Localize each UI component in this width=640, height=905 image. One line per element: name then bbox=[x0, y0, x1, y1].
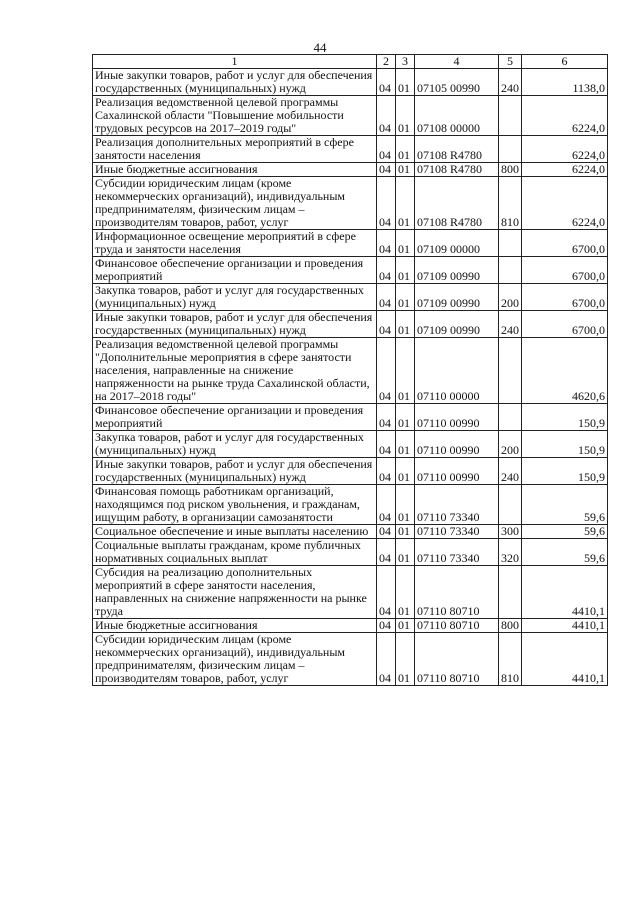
row-section-cell: 04 bbox=[377, 404, 396, 431]
row-target-article-cell: 07110 73340 bbox=[415, 485, 499, 525]
row-expense-type-cell: 200 bbox=[499, 431, 522, 458]
row-section-cell: 04 bbox=[377, 619, 396, 633]
table-body bbox=[93, 69, 608, 686]
row-target-article-cell: 07110 80710 bbox=[415, 566, 499, 619]
row-subsection-cell: 01 bbox=[396, 633, 415, 686]
header-col-1: 1 bbox=[93, 55, 377, 69]
row-section-cell: 04 bbox=[377, 458, 396, 485]
row-section-cell: 04 bbox=[377, 230, 396, 257]
row-section-cell: 04 bbox=[377, 284, 396, 311]
header-col-3: 3 bbox=[396, 55, 415, 69]
table-row bbox=[93, 257, 608, 284]
row-expense-type-cell: 240 bbox=[499, 311, 522, 338]
row-expense-type-cell bbox=[499, 257, 522, 284]
row-subsection-cell: 01 bbox=[396, 539, 415, 566]
row-target-article-cell: 07109 00990 bbox=[415, 257, 499, 284]
row-section-cell: 04 bbox=[377, 96, 396, 136]
row-section-cell: 04 bbox=[377, 566, 396, 619]
row-subsection-cell: 01 bbox=[396, 458, 415, 485]
row-name-cell: Закупка товаров, работ и услуг для государственных (муниципальных) нужд bbox=[93, 284, 377, 311]
row-amount-cell: 59,6 bbox=[522, 485, 608, 525]
row-name-cell: Субсидии юридическим лицам (кроме некоммерческих организаций), индивидуальным предпринимателям, физическим лицам – производителям товаров, работ, услуг bbox=[93, 177, 377, 230]
header-col-2: 2 bbox=[377, 55, 396, 69]
row-name-cell: Иные закупки товаров, работ и услуг для обеспечения государственных (муниципальных) нужд bbox=[93, 458, 377, 485]
row-target-article-cell: 07105 00990 bbox=[415, 69, 499, 96]
row-target-article-cell: 07109 00000 bbox=[415, 230, 499, 257]
table-header bbox=[93, 55, 608, 69]
header-row bbox=[93, 55, 608, 69]
row-name-cell: Финансовое обеспечение организации и проведения мероприятий bbox=[93, 404, 377, 431]
header-col-5: 5 bbox=[499, 55, 522, 69]
table-row bbox=[93, 136, 608, 163]
row-section-cell: 04 bbox=[377, 525, 396, 539]
table-row bbox=[93, 619, 608, 633]
row-section-cell: 04 bbox=[377, 69, 396, 96]
table-row bbox=[93, 404, 608, 431]
row-name-cell: Иные закупки товаров, работ и услуг для обеспечения государственных (муниципальных) нужд bbox=[93, 69, 377, 96]
row-name-cell: Иные закупки товаров, работ и услуг для обеспечения государственных (муниципальных) нужд bbox=[93, 311, 377, 338]
row-name-cell: Субсидии юридическим лицам (кроме некоммерческих организаций), индивидуальным предпринимателям, физическим лицам – производителям товаров, работ, услуг bbox=[93, 633, 377, 686]
row-amount-cell: 6700,0 bbox=[522, 311, 608, 338]
row-target-article-cell: 07110 80710 bbox=[415, 619, 499, 633]
row-expense-type-cell bbox=[499, 566, 522, 619]
row-amount-cell: 6224,0 bbox=[522, 177, 608, 230]
row-section-cell: 04 bbox=[377, 257, 396, 284]
row-name-cell: Закупка товаров, работ и услуг для государственных (муниципальных) нужд bbox=[93, 431, 377, 458]
row-target-article-cell: 07110 00990 bbox=[415, 458, 499, 485]
row-subsection-cell: 01 bbox=[396, 338, 415, 404]
row-target-article-cell: 07110 80710 bbox=[415, 633, 499, 686]
row-amount-cell: 4410,1 bbox=[522, 633, 608, 686]
row-amount-cell: 6224,0 bbox=[522, 136, 608, 163]
row-name-cell: Социальные выплаты гражданам, кроме публичных нормативных социальных выплат bbox=[93, 539, 377, 566]
row-subsection-cell: 01 bbox=[396, 284, 415, 311]
row-target-article-cell: 07110 00000 bbox=[415, 338, 499, 404]
row-expense-type-cell bbox=[499, 136, 522, 163]
row-subsection-cell: 01 bbox=[396, 619, 415, 633]
row-amount-cell: 59,6 bbox=[522, 539, 608, 566]
row-section-cell: 04 bbox=[377, 633, 396, 686]
row-amount-cell: 150,9 bbox=[522, 458, 608, 485]
row-expense-type-cell: 800 bbox=[499, 619, 522, 633]
row-section-cell: 04 bbox=[377, 431, 396, 458]
row-expense-type-cell: 810 bbox=[499, 177, 522, 230]
row-expense-type-cell: 200 bbox=[499, 284, 522, 311]
row-section-cell: 04 bbox=[377, 311, 396, 338]
row-name-cell: Финансовая помощь работникам организаций, находящимся под риском увольнения, и гражданам, ищущим работу, в организации самозанятости bbox=[93, 485, 377, 525]
row-amount-cell: 6700,0 bbox=[522, 230, 608, 257]
row-amount-cell: 6224,0 bbox=[522, 96, 608, 136]
row-amount-cell: 150,9 bbox=[522, 431, 608, 458]
table-row bbox=[93, 177, 608, 230]
row-name-cell: Информационное освещение мероприятий в сфере труда и занятости населения bbox=[93, 230, 377, 257]
row-subsection-cell: 01 bbox=[396, 431, 415, 458]
table-row bbox=[93, 163, 608, 177]
header-col-6: 6 bbox=[522, 55, 608, 69]
row-name-cell: Реализация дополнительных мероприятий в сфере занятости населения bbox=[93, 136, 377, 163]
row-amount-cell: 1138,0 bbox=[522, 69, 608, 96]
row-subsection-cell: 01 bbox=[396, 163, 415, 177]
row-section-cell: 04 bbox=[377, 163, 396, 177]
row-subsection-cell: 01 bbox=[396, 525, 415, 539]
row-name-cell: Финансовое обеспечение организации и проведения мероприятий bbox=[93, 257, 377, 284]
row-subsection-cell: 01 bbox=[396, 404, 415, 431]
row-amount-cell: 150,9 bbox=[522, 404, 608, 431]
row-subsection-cell: 01 bbox=[396, 69, 415, 96]
row-amount-cell: 6224,0 bbox=[522, 163, 608, 177]
row-expense-type-cell bbox=[499, 485, 522, 525]
table-row bbox=[93, 431, 608, 458]
row-amount-cell: 4410,1 bbox=[522, 619, 608, 633]
row-section-cell: 04 bbox=[377, 485, 396, 525]
row-subsection-cell: 01 bbox=[396, 230, 415, 257]
row-target-article-cell: 07109 00990 bbox=[415, 311, 499, 338]
table-row bbox=[93, 525, 608, 539]
row-name-cell: Социальное обеспечение и иные выплаты населению bbox=[93, 525, 377, 539]
table-row bbox=[93, 566, 608, 619]
row-target-article-cell: 07109 00990 bbox=[415, 284, 499, 311]
page-number: 44 bbox=[313, 40, 327, 55]
row-expense-type-cell: 240 bbox=[499, 69, 522, 96]
row-expense-type-cell bbox=[499, 338, 522, 404]
row-expense-type-cell: 320 bbox=[499, 539, 522, 566]
row-name-cell: Реализация ведомственной целевой программы Сахалинской области "Повышение мобильности трудовых ресурсов на 2017–2019 годы" bbox=[93, 96, 377, 136]
row-target-article-cell: 07110 00990 bbox=[415, 404, 499, 431]
table-row bbox=[93, 539, 608, 566]
table-row bbox=[93, 311, 608, 338]
table-row bbox=[93, 230, 608, 257]
budget-table bbox=[92, 54, 608, 686]
row-expense-type-cell: 800 bbox=[499, 163, 522, 177]
row-subsection-cell: 01 bbox=[396, 177, 415, 230]
row-target-article-cell: 07108 R4780 bbox=[415, 177, 499, 230]
row-section-cell: 04 bbox=[377, 338, 396, 404]
row-subsection-cell: 01 bbox=[396, 96, 415, 136]
row-expense-type-cell: 300 bbox=[499, 525, 522, 539]
row-section-cell: 04 bbox=[377, 539, 396, 566]
row-expense-type-cell bbox=[499, 230, 522, 257]
row-target-article-cell: 07108 R4780 bbox=[415, 136, 499, 163]
row-target-article-cell: 07110 00990 bbox=[415, 431, 499, 458]
row-name-cell: Субсидия на реализацию дополнительных мероприятий в сфере занятости населения, направленных на снижение напряженности на рынке труда bbox=[93, 566, 377, 619]
row-target-article-cell: 07110 73340 bbox=[415, 525, 499, 539]
row-subsection-cell: 01 bbox=[396, 566, 415, 619]
row-amount-cell: 4620,6 bbox=[522, 338, 608, 404]
row-section-cell: 04 bbox=[377, 177, 396, 230]
row-name-cell: Реализация ведомственной целевой программы "Дополнительные мероприятия в сфере занятости населения, направленные на снижение напряженности на рынке труда Сахалинской области, на 2017–2018 годы" bbox=[93, 338, 377, 404]
row-target-article-cell: 07110 73340 bbox=[415, 539, 499, 566]
table-row bbox=[93, 485, 608, 525]
row-target-article-cell: 07108 00000 bbox=[415, 96, 499, 136]
row-target-article-cell: 07108 R4780 bbox=[415, 163, 499, 177]
row-subsection-cell: 01 bbox=[396, 136, 415, 163]
row-amount-cell: 6700,0 bbox=[522, 257, 608, 284]
table-row bbox=[93, 69, 608, 96]
table-row bbox=[93, 633, 608, 686]
row-name-cell: Иные бюджетные ассигнования bbox=[93, 163, 377, 177]
row-amount-cell: 4410,1 bbox=[522, 566, 608, 619]
table-row bbox=[93, 284, 608, 311]
row-amount-cell: 59,6 bbox=[522, 525, 608, 539]
row-name-cell: Иные бюджетные ассигнования bbox=[93, 619, 377, 633]
table-row bbox=[93, 96, 608, 136]
row-expense-type-cell bbox=[499, 404, 522, 431]
row-subsection-cell: 01 bbox=[396, 311, 415, 338]
row-expense-type-cell: 240 bbox=[499, 458, 522, 485]
row-expense-type-cell: 810 bbox=[499, 633, 522, 686]
header-col-4: 4 bbox=[415, 55, 499, 69]
row-amount-cell: 6700,0 bbox=[522, 284, 608, 311]
table-row bbox=[93, 458, 608, 485]
table-row bbox=[93, 338, 608, 404]
row-expense-type-cell bbox=[499, 96, 522, 136]
row-subsection-cell: 01 bbox=[396, 485, 415, 525]
row-section-cell: 04 bbox=[377, 136, 396, 163]
row-subsection-cell: 01 bbox=[396, 257, 415, 284]
